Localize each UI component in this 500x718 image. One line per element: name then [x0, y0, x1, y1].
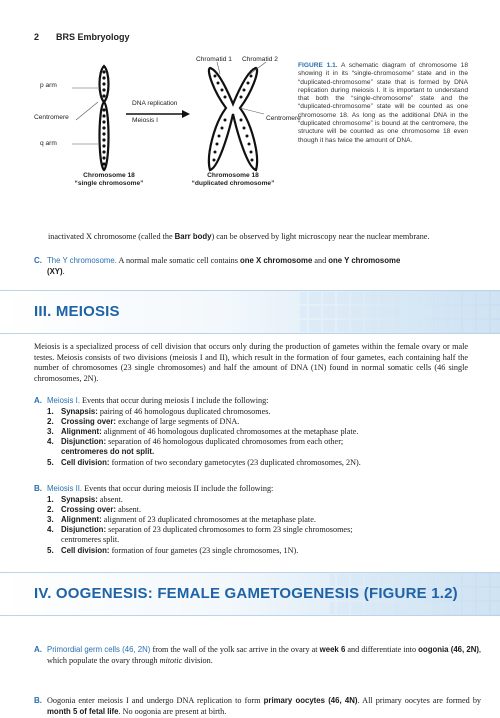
q-arm-label: q arm [40, 140, 57, 147]
list-number: 2. [47, 504, 54, 514]
figure-caption-text: A schematic diagram of chromosome 18 showing it in its “single-chromosome” state and in the “duplicated-chromosome” state that is formed by DNA replication during meiosis I. It is important to understand that both the “single-chromosome” state and the “duplicated-chromosome” state will be counted as one chromosome 18. As long as the additional DNA in the “duplicated chromosome” is bound at the centromere, the structure will be counted as one chromosome 18 even though it has twice the amount of DNA. [298, 62, 468, 144]
list-item [47, 505, 468, 515]
meiosis-ii-title: Meiosis II. [47, 484, 83, 493]
chromosome-figure [34, 52, 294, 192]
section-title-meiosis: III. MEIOSIS [34, 303, 120, 320]
list-number: 1. [47, 406, 54, 416]
running-header: BRS Embryology [56, 32, 130, 42]
list-text: absent. [116, 504, 142, 514]
text-run: Events that occur during meiosis II include the following: [82, 484, 274, 493]
list-item [47, 417, 468, 427]
list-term: Cell division: [61, 457, 110, 467]
bold-term: one X chromosome [239, 256, 313, 265]
item-letter: C. [34, 256, 42, 265]
barr-body-term: Barr body [174, 232, 212, 241]
duplicated-chromosome-diagram [209, 68, 257, 170]
bold-term: week 6 [319, 645, 346, 655]
meiosis-ii-heading [34, 484, 468, 495]
list-term: Crossing over: [61, 416, 117, 426]
list-term: Synapsis: [61, 406, 98, 416]
item-letter: A. [34, 396, 42, 405]
list-text: exchange of large segments of DNA. [116, 416, 240, 426]
y-chromosome-title: The Y chromosome. [47, 256, 117, 265]
list-text: separation of 23 duplicated chromosomes to form 23 single chromosomes; [106, 525, 353, 535]
y-chromosome-item [34, 256, 481, 277]
process-label-2: Meiosis I [132, 117, 159, 124]
list-term: Disjunction: [61, 437, 107, 447]
list-item [47, 546, 468, 556]
list-term: Alignment: [61, 515, 102, 524]
list-item [47, 437, 468, 457]
centromere-label-right: Centromere [266, 115, 301, 122]
bold-term: oogonia (46, 2N) [418, 645, 479, 655]
p-arm-label: p arm [40, 82, 57, 89]
list-text: formation of two secondary gametocytes (23 duplicated chromosomes, 2N). [109, 457, 361, 467]
list-text: pairing of 46 homologous duplicated chromosomes. [97, 406, 271, 416]
list-number: 3. [47, 427, 54, 436]
list-term: Synapsis: [61, 494, 98, 504]
meiosis-intro: Meiosis is a specialized process of cell division that occurs only during the production of gametes within the female ovary or male testes. Meiosis consists of two divisions (meiosis I and II), which result in the formation of four gametes, each containing half the number of chromosomes (23 single chromosomes) and half the amount of DNA (1N) found in normal somatic cells (46 single chromosomes, 2N). [34, 342, 468, 383]
chromatid-1-label: Chromatid 1 [196, 56, 232, 63]
list-text: alignment of 46 homologous duplicated chromosomes at the metaphase plate. [101, 427, 359, 436]
text-run: and differentiate into [345, 645, 419, 655]
meiosis-ii-list [47, 495, 468, 556]
item-letter: B. [34, 696, 42, 706]
list-item [47, 495, 468, 505]
item-letter: A. [34, 645, 42, 655]
text-run: , which populate the ovary through [47, 645, 481, 665]
meiosis-i-list [47, 407, 468, 468]
section-title-oogenesis: IV. OOGENESIS: FEMALE GAMETOGENESIS (FIGURE 1.2) [34, 585, 458, 602]
primordial-germ-cells-title: Primordial germ cells (46, 2N) [47, 645, 151, 655]
barr-body-paragraph [48, 232, 468, 243]
italic-term: mitotic [159, 655, 183, 665]
list-item [47, 458, 468, 468]
text-run: and [312, 256, 329, 265]
list-term: Cell division: [61, 545, 110, 555]
meiosis-i-heading [34, 396, 468, 407]
process-label-1: DNA replication [132, 100, 178, 107]
list-text: separation of 46 homologous duplicated chromosomes from each other; [106, 437, 344, 447]
primordial-germ-cells-item [34, 645, 481, 666]
single-chromosome-state: “single chromosome” [74, 180, 144, 187]
list-number: 1. [47, 494, 54, 504]
list-text: alignment of 23 duplicated chromosomes at the metaphase plate. [101, 515, 316, 524]
duplicated-chromosome-name: Chromosome 18 [207, 172, 259, 179]
page-number: 2 [34, 32, 40, 42]
section-band-oogenesis [0, 572, 500, 616]
single-chromosome-name: Chromosome 18 [83, 172, 135, 179]
meiosis-i-title: Meiosis I. [47, 396, 80, 405]
list-term: Crossing over: [61, 504, 117, 514]
chromatid-2-label: Chromatid 2 [242, 56, 278, 63]
list-term: Alignment: [61, 427, 102, 436]
meiosis-i-block [34, 396, 468, 468]
list-term: Disjunction: [61, 525, 107, 535]
list-number: 5. [47, 545, 54, 555]
figure-caption [298, 62, 468, 145]
figure-caption-label: FIGURE 1.1. [298, 62, 338, 69]
text-run: from the wall of the yolk sac arrive in the ovary at [150, 645, 320, 655]
list-term: centromeres do not split. [61, 447, 155, 457]
bold-term: primary oocytes (46, 4N) [263, 696, 358, 706]
list-number: 4. [47, 437, 54, 447]
text-run: ) can be observed by light microscopy near the nuclear membrane. [211, 232, 430, 241]
bold-term: one Y chromosome [328, 256, 401, 265]
list-text: absent. [97, 494, 123, 504]
bold-term: month 5 of fetal life [47, 706, 119, 716]
list-item [47, 525, 468, 545]
centromere-label-left: Centromere [34, 114, 69, 121]
duplicated-chromosome-state: “duplicated chromosome” [191, 180, 275, 187]
text-run: division. [182, 655, 213, 665]
text-run: . No oogonia are present at birth. [118, 706, 227, 716]
list-item [47, 515, 468, 525]
list-text: formation of four gametes (23 single chromosomes, 1N). [109, 545, 299, 555]
bold-term: (XY) [47, 266, 63, 276]
text-run: . All primary oocytes are formed by [357, 696, 482, 706]
single-chromosome-diagram [72, 66, 109, 170]
item-letter: B. [34, 484, 42, 493]
list-number: 5. [47, 457, 54, 467]
list-number: 2. [47, 416, 54, 426]
text-run: Events that occur during meiosis I include the following: [79, 396, 269, 405]
text-run: . [62, 266, 65, 276]
list-item [47, 407, 468, 417]
text-run: inactivated X chromosome (called the [48, 232, 175, 241]
text-run: Oogonia enter meiosis I and undergo DNA replication to form [47, 696, 264, 706]
list-number: 3. [47, 515, 54, 524]
list-item [47, 427, 468, 437]
meiosis-ii-block [34, 484, 468, 556]
list-text: centromeres split. [61, 535, 120, 545]
list-number: 4. [47, 525, 54, 535]
section-band-meiosis [0, 290, 500, 334]
text-run: A normal male somatic cell contains [116, 256, 240, 265]
